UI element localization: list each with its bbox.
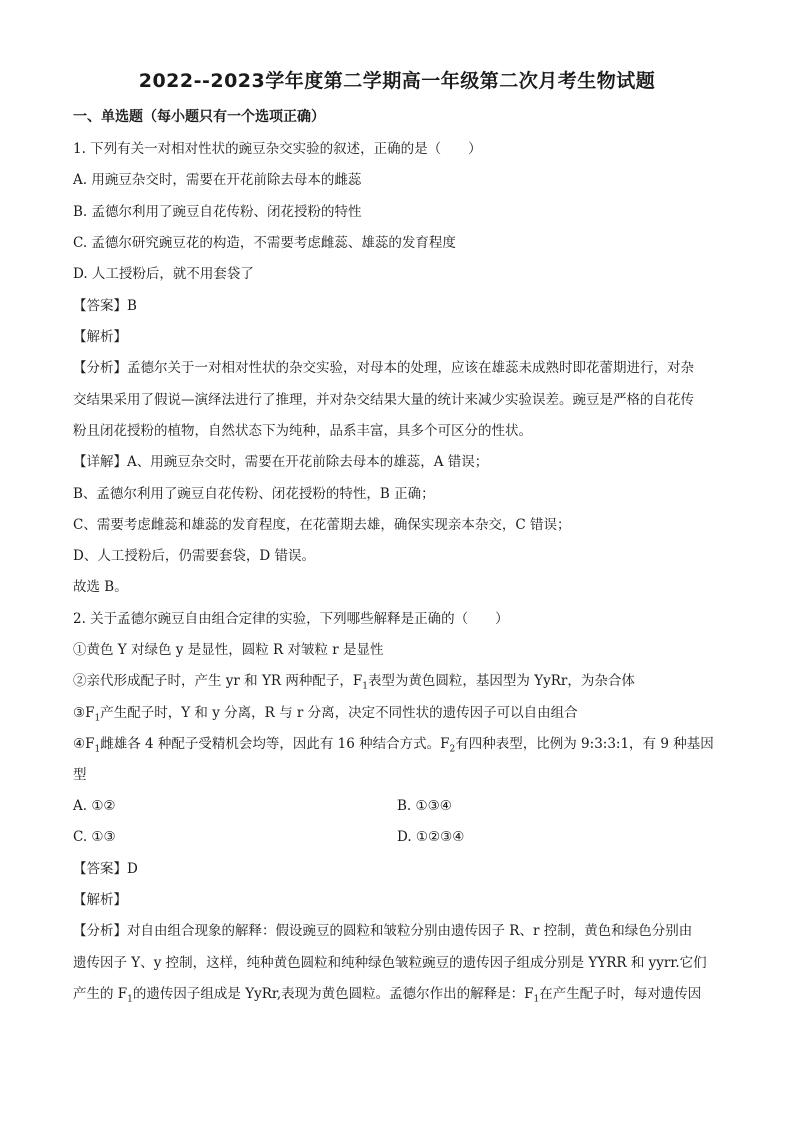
section-heading-single-choice: 一、单选题（每小题只有一个选项正确） bbox=[73, 109, 325, 125]
question-2-analysis-line-3 bbox=[73, 985, 733, 1009]
question-2-statement-4 bbox=[73, 735, 733, 759]
question-1-option-b: B. 孟德尔利用了豌豆自花传粉、闭花授粉的特性 bbox=[73, 204, 362, 220]
subscript: 1 bbox=[533, 994, 540, 1005]
question-2-option-b: B. ①③④ bbox=[397, 798, 452, 814]
statement-2-part-a: ②亲代形成配子时，产生 yr 和 YR 两种配子，F bbox=[73, 673, 363, 689]
question-2-statement-3 bbox=[73, 704, 733, 728]
question-1-option-c: C. 孟德尔研究豌豆花的构造，不需要考虑雌蕊、雄蕊的发育程度 bbox=[73, 235, 456, 251]
question-1-detail-b: B、孟德尔利用了豌豆自花传粉、闭花授粉的特性，B 正确； bbox=[73, 486, 435, 502]
analysis-3-part-a: 产生的 F bbox=[73, 986, 128, 1002]
question-2-option-a: A. ①② bbox=[73, 798, 116, 814]
question-1-analysis-line-2: 交结果采用了假说—演绎法进行了推理，并对杂交结果大量的统计来减少实验误差。豌豆是严格的自花传 bbox=[73, 392, 694, 408]
question-2-analysis-line-2: 遗传因子 Y、y 控制，这样，纯种黄色圆粒和纯种绿色皱粒豌豆的遗传因子组成分别是 YYRR 和 yyrr.它们 bbox=[73, 955, 707, 971]
question-1-conclusion: 故选 B。 bbox=[73, 579, 128, 595]
subscript: 1 bbox=[362, 681, 368, 692]
subscript: 2 bbox=[449, 744, 456, 755]
statement-4-part-c: 有四种表型，比例为 9:3:3:1，有 9 种基因 bbox=[455, 736, 714, 752]
statement-2-part-b: 表型为黄色圆粒，基因型为 YyRr，为杂合体 bbox=[367, 673, 635, 689]
question-1-option-d: D. 人工授粉后，就不用套袋了 bbox=[73, 266, 254, 282]
question-2-statement-1: ①黄色 Y 对绿色 y 是显性，圆粒 R 对皱粒 r 是显性 bbox=[73, 642, 384, 658]
analysis-3-part-b: 的遗传因子组成是 YyRr,表现为黄色圆粒。孟德尔作出的解释是：F bbox=[132, 986, 534, 1002]
question-1-detail-d: D、人工授粉后，仍需要套袋，D 错误。 bbox=[73, 548, 315, 564]
question-1-analysis-label: 【解析】 bbox=[73, 329, 127, 345]
question-2-option-d: D. ①②③④ bbox=[397, 829, 465, 845]
page-title: 2022--2023学年度第二学期高一年级第二次月考生物试题 bbox=[138, 70, 656, 92]
statement-4-part-b: 雌雄各 4 种配子受精机会均等，因此有 16 种结合方式。F bbox=[100, 736, 450, 752]
statement-3-part-a: ③F bbox=[73, 705, 95, 721]
question-2-answer: 【答案】D bbox=[73, 861, 138, 877]
question-1-analysis-line-3: 粉且闭花授粉的植物，自然状态下为纯种，品系丰富，具多个可区分的性状。 bbox=[73, 423, 532, 439]
question-2-analysis-label: 【解析】 bbox=[73, 892, 127, 908]
question-2-option-c: C. ①③ bbox=[73, 829, 116, 845]
question-2-statement-2 bbox=[73, 672, 733, 696]
subscript: 1 bbox=[94, 713, 101, 724]
subscript: 1 bbox=[94, 744, 101, 755]
statement-4-part-a: ④F bbox=[73, 736, 95, 752]
question-1-option-a: A. 用豌豆杂交时，需要在开花前除去母本的雌蕊 bbox=[73, 172, 362, 188]
question-1-stem: 1. 下列有关一对相对性状的豌豆杂交实验的叙述，正确的是（ ） bbox=[73, 141, 482, 157]
question-1-analysis-line-1: 【分析】孟德尔关于一对相对性状的杂交实验，对母本的处理，应该在雄蕊未成熟时即花蕾期进行，对杂 bbox=[73, 360, 694, 376]
question-2-statement-4-continued: 型 bbox=[73, 767, 87, 783]
subscript: 1 bbox=[127, 994, 133, 1005]
question-2-analysis-line-1: 【分析】对自由组合现象的解释：假设豌豆的圆粒和皱粒分别由遗传因子 R、r 控制，黄色和绿色分别由 bbox=[73, 923, 693, 939]
question-2-stem: 2. 关于孟德尔豌豆自由组合定律的实验，下列哪些解释是正确的（ ） bbox=[73, 611, 509, 627]
question-1-answer: 【答案】B bbox=[73, 298, 137, 314]
question-1-detail-a: 【详解】A、用豌豆杂交时，需要在开花前除去母本的雄蕊，A 错误； bbox=[73, 454, 489, 470]
question-1-detail-c: C、需要考虑雌蕊和雄蕊的发育程度，在花蕾期去雄，确保实现亲本杂交，C 错误； bbox=[73, 517, 571, 533]
analysis-3-part-c: 在产生配子时，每对遗传因 bbox=[539, 986, 702, 1002]
statement-3-part-b: 产生配子时，Y 和 y 分离，R 与 r 分离，决定不同性状的遗传因子可以自由组合 bbox=[100, 705, 578, 721]
